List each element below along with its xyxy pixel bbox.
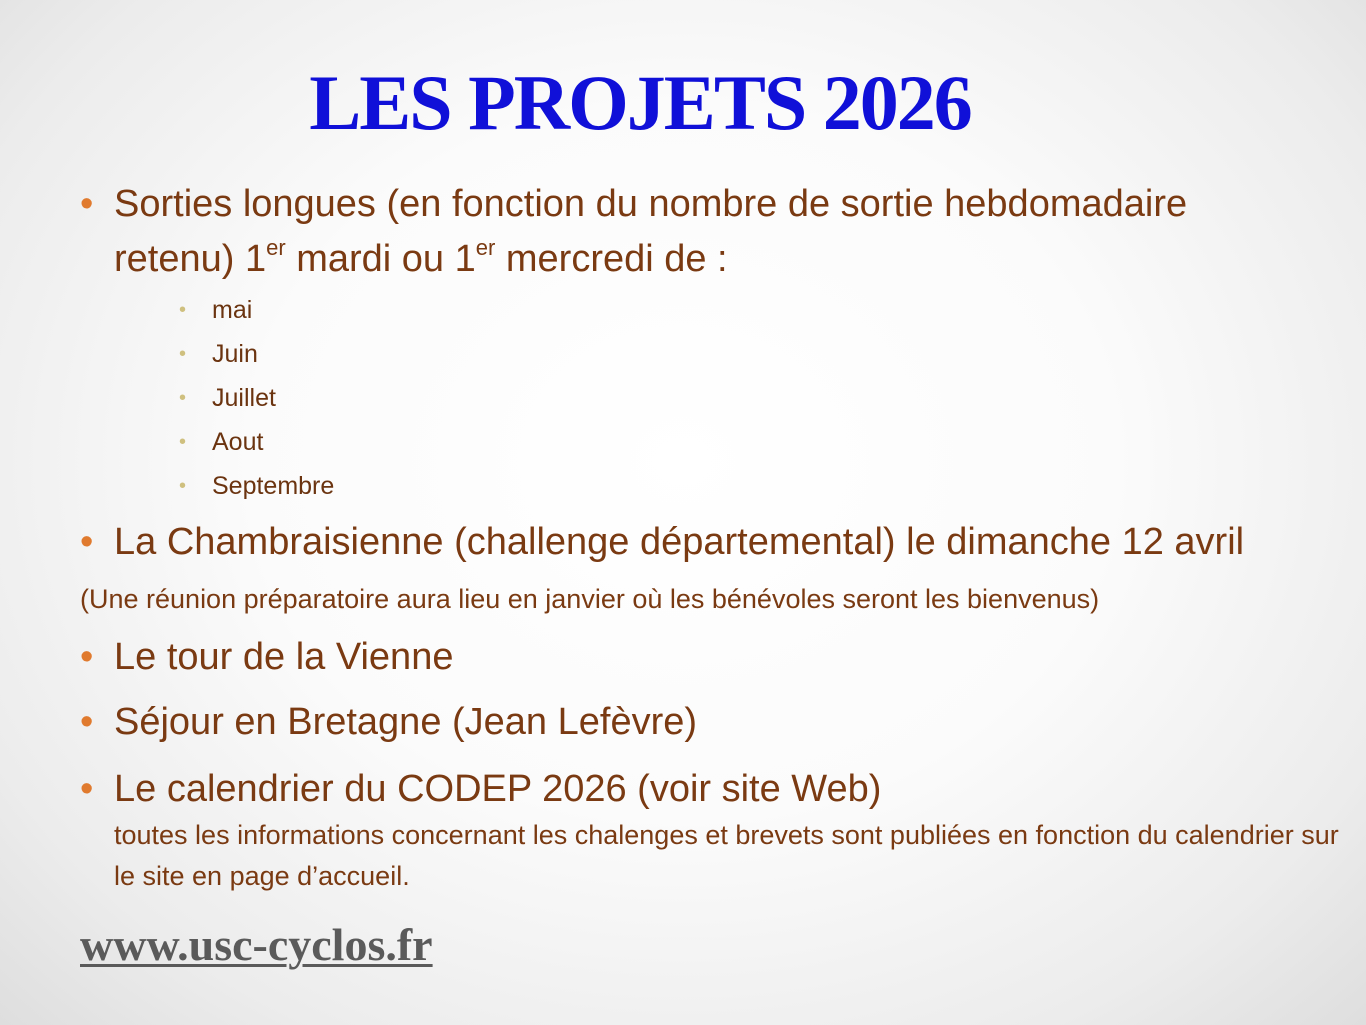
bullet-icon: •: [80, 521, 94, 563]
month-item-juillet: [179, 383, 276, 413]
month-label: Aout: [212, 428, 264, 456]
sub-bullet-icon: •: [179, 475, 187, 497]
bullet-item-calendrier-codep: [80, 762, 882, 817]
sub-bullet-icon: •: [179, 299, 187, 321]
website-link[interactable]: www.usc-cyclos.fr: [80, 919, 433, 970]
item-text: Séjour en Bretagne (Jean Lefèvre): [114, 701, 698, 743]
item-text: mercredi de :: [495, 238, 728, 280]
item-text: retenu) 1: [114, 238, 267, 280]
slide-title: LES PROJETS 2026: [309, 59, 971, 146]
month-label: Juillet: [212, 384, 276, 412]
bullet-icon: •: [80, 636, 94, 678]
bullet-item-chambraisienne: [80, 515, 1245, 570]
bullet-icon: •: [80, 768, 94, 810]
month-item-aout: [179, 427, 264, 457]
item-text: Le calendrier du CODEP 2026 (voir site Web): [114, 768, 882, 810]
item-text: mardi ou 1: [285, 238, 476, 280]
bullet-icon: •: [80, 701, 94, 743]
month-label: Juin: [212, 340, 258, 368]
month-label: Septembre: [212, 472, 335, 500]
superscript: er: [266, 235, 286, 260]
sub-bullet-icon: •: [179, 343, 187, 365]
item-text: La Chambraisienne (challenge départemental) le dimanche 12 avril: [114, 521, 1245, 563]
superscript: er: [475, 235, 496, 260]
month-item-mai: [179, 295, 253, 325]
bullet-item-sorties-longues-continued: [114, 232, 728, 287]
bullet-item-sorties-longues: [80, 177, 1188, 232]
sub-bullet-icon: •: [179, 387, 187, 409]
month-item-juin: [179, 339, 258, 369]
bullet-item-tour-de-la-vienne: [80, 630, 454, 685]
bullet-icon: •: [80, 183, 94, 225]
month-item-septembre: [179, 471, 335, 501]
chambraisienne-note: (Une réunion préparatoire aura lieu en janvier où les bénévoles seront les bienvenus): [80, 584, 1100, 614]
bullet-item-sejour-bretagne: [80, 695, 698, 750]
sub-bullet-icon: •: [179, 431, 187, 453]
month-label: mai: [212, 296, 253, 324]
item-text: Sorties longues (en fonction du nombre de sortie hebdomadaire: [114, 183, 1188, 225]
item-text: Le tour de la Vienne: [114, 636, 454, 678]
calendrier-detail: toutes les informations concernant les chalenges et brevets sont publiées en fonction du calendrier sur le site en page d’accueil.: [114, 820, 1339, 891]
